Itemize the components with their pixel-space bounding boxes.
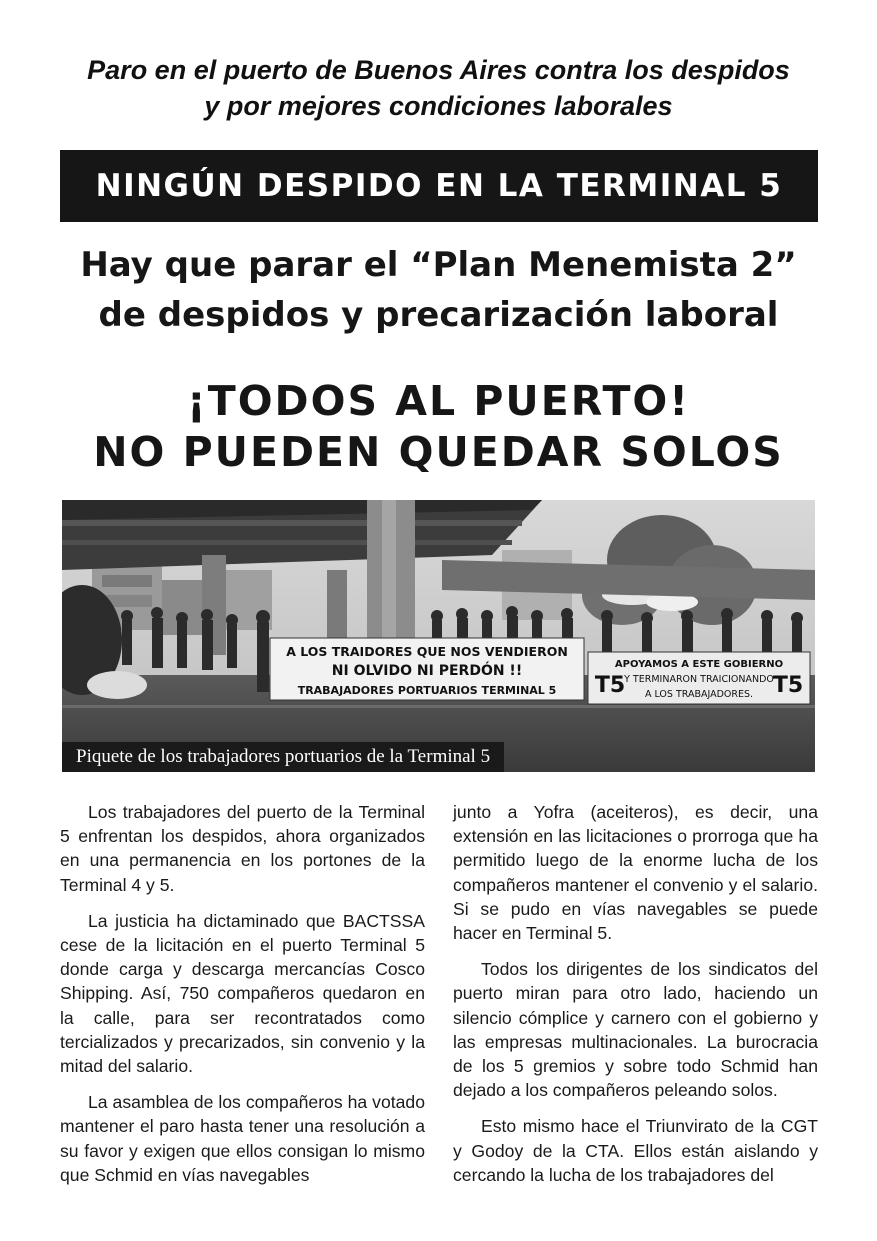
- banner-right-line-2: Y TERMINARON TRAICIONANDO: [624, 674, 774, 685]
- banner-text: NINGÚN DESPIDO EN LA TERMINAL 5: [95, 168, 783, 204]
- banner-right-line-3: A LOS TRABAJADORES.: [644, 689, 754, 700]
- banner-right-mark-left: T5: [594, 673, 626, 698]
- article-paragraph: Todos los dirigentes de los sindicatos del puerto miran para otro lado, haciendo un silencio cómplice y carnero con el gobierno y las empresas multinacionales. La burocracia de los 5 gremios y sobre todo Schmid han dejado a los compañeros peleando solos.: [453, 959, 818, 1101]
- headline-banner: [60, 150, 818, 222]
- banner-left-line-3: TRABAJADORES PORTUARIOS TERMINAL 5: [297, 684, 557, 697]
- protest-photo: [62, 500, 815, 772]
- call-line-2: NO PUEDEN QUEDAR SOLOS: [93, 428, 784, 476]
- photo-caption: [62, 742, 504, 772]
- article-paragraph: Los trabajadores del puerto de la Terminal 5 enfrentan los despidos, ahora organizados en una permanencia en los portones de la Terminal 4 y 5.: [60, 802, 425, 895]
- article-column-left: [60, 800, 425, 1199]
- banner-right-mark-right: T5: [772, 673, 804, 698]
- article-paragraph: Esto mismo hace el Triunvirato de la CGT y Godoy de la CTA. Ellos están aislando y cercando la lucha de los trabajadores del: [453, 1116, 818, 1185]
- kicker-line-1: Paro en el puerto de Buenos Aires contra los despidos: [87, 55, 790, 85]
- call-to-action: [0, 376, 877, 478]
- article-paragraph: junto a Yofra (aceiteros), es decir, una extensión en las licitaciones o prorroga que ha permitido luego de la enorme lucha de los compañeros mantener el convenio y el salario. Si se pudo en vías navegables se puede hacer en Terminal 5.: [453, 802, 818, 944]
- banner-right-line-1: APOYAMOS A ESTE GOBIERNO: [614, 659, 784, 670]
- headline-line-1: Hay que parar el “Plan Menemista 2”: [80, 245, 797, 285]
- article-paragraph: La justicia ha dictaminado que BACTSSA cese de la licitación en el puerto Terminal 5 donde carga y descarga mercancías Cosco Shipping. Así, 750 compañeros quedaron en la calle, para ser recontratados como tercializados y precarizados, sin convenio y la mitad del salario.: [60, 910, 425, 1077]
- caption-text: Piquete de los trabajadores portuarios de la Terminal 5: [76, 746, 491, 767]
- photo-illustration: [62, 500, 815, 772]
- banner-left-line-2: NI OLVIDO NI PERDÓN !!: [331, 663, 523, 679]
- headline-line-2: de despidos y precarización laboral: [98, 295, 779, 335]
- call-line-1: ¡TODOS AL PUERTO!: [187, 377, 690, 425]
- article-paragraph: La asamblea de los compañeros ha votado mantener el paro hasta tener una resolución a su favor y exigen que ellos consigan lo mismo que Schmid en vías navegables: [60, 1092, 425, 1185]
- banner-left-line-1: A LOS TRAIDORES QUE NOS VENDIERON: [286, 644, 568, 659]
- kicker-heading: [0, 52, 877, 124]
- main-headline: [0, 240, 877, 340]
- kicker-line-2: y por mejores condiciones laborales: [204, 91, 673, 121]
- article-column-right: [453, 800, 818, 1199]
